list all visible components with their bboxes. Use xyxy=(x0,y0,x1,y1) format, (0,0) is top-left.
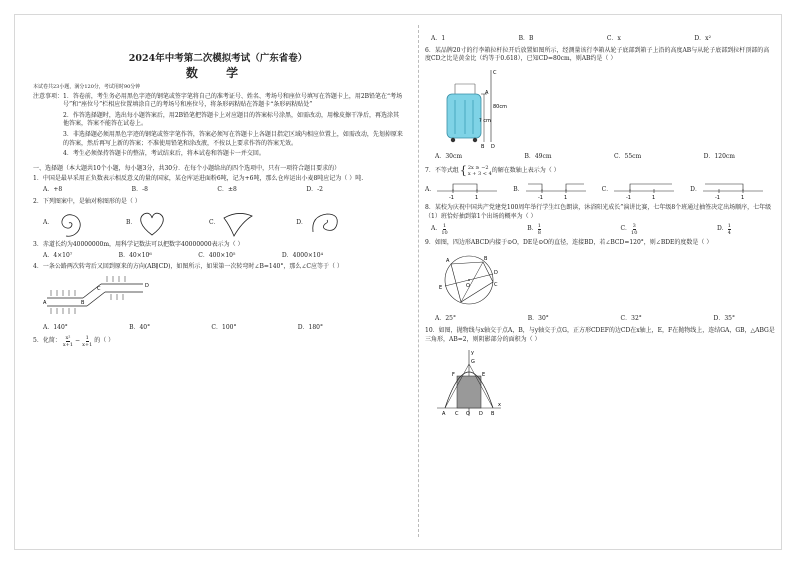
tick-label: -1 xyxy=(449,194,455,201)
option-b xyxy=(126,208,168,238)
option-label: D． xyxy=(690,185,701,193)
number-line-figure xyxy=(435,179,499,201)
option-d xyxy=(690,179,765,201)
fraction xyxy=(63,335,73,348)
notes-heading: 注意事项： xyxy=(33,92,64,100)
question-2-options xyxy=(43,208,343,238)
numerator: 1 xyxy=(85,335,89,342)
number-line-figure xyxy=(524,179,588,201)
point-label: D xyxy=(479,411,483,418)
option-c xyxy=(209,208,256,238)
point-label: C xyxy=(97,285,101,292)
axis-label: x xyxy=(498,402,501,409)
question-6: 6．某品牌20寸的行李箱拉杆拉开后放置如图所示，经测量该行李箱从轮子底部到箱子上沿的高度AB与从轮子底部到拉杆顶部的高度CD之比是黄金比（约等于0.618），已知CD=80cm，则AB约是（ ） xyxy=(425,46,770,63)
option-d xyxy=(296,208,343,238)
option-c: C．±8 xyxy=(217,185,237,193)
inscribed-quadrilateral-figure xyxy=(435,250,505,310)
option-a: A．25° xyxy=(435,315,456,323)
point-label: E xyxy=(439,284,443,291)
question-7-options xyxy=(425,179,765,201)
exam-meta: 本试卷共23小题，满分120分，考试用时90分钟 xyxy=(33,83,141,90)
denominator: x+1 xyxy=(82,342,93,349)
unknown-length-label: ? cm xyxy=(479,117,491,124)
option-c xyxy=(620,223,637,236)
option-a xyxy=(425,179,499,201)
point-label: D xyxy=(491,143,495,148)
option-b: B．49cm xyxy=(524,153,552,161)
option-a: A．140° xyxy=(43,323,68,331)
fraction xyxy=(82,335,92,348)
numerator: 1 xyxy=(537,223,541,230)
option-label: C． xyxy=(208,218,220,226)
option-d: D．x² xyxy=(694,35,711,42)
option-d xyxy=(717,223,731,236)
point-label: A xyxy=(442,411,446,418)
option-label: D． xyxy=(296,218,307,226)
point-label: B xyxy=(484,255,488,262)
note-item: 3．非选择题必须用黑色字迹的钢笔或签字笔作答，答案必须写在答题卡上各题目指定区域内相应位置上，如需改动，先划掉原来的答案，然后再写上新的答案；不准使用铅笔和涂改液，不按以上要求作答的答案无效。 xyxy=(63,130,403,147)
point-label: B xyxy=(81,299,85,306)
inequality-line: x + 3 < 4 xyxy=(467,170,492,177)
point-label: O xyxy=(466,411,470,418)
point-label: D xyxy=(494,269,498,276)
column-divider xyxy=(418,25,419,537)
question-5 xyxy=(33,335,403,348)
option-a: A．4×10⁷ xyxy=(43,251,73,259)
operator: − xyxy=(75,337,81,345)
option-b xyxy=(513,179,587,201)
option-d: D．4000×10⁴ xyxy=(281,251,323,259)
option-a: A．1 xyxy=(431,35,446,42)
question-3-options xyxy=(43,252,323,261)
point-label: A xyxy=(485,89,489,96)
note-item: 2．作答选择题时，选出每小题答案后，用2B铅笔把答题卡上对应题目的答案标号涂黑，如需改动，用橡皮擦干净后，再选涂其他答案，答案不能答在试卷上。 xyxy=(63,111,400,128)
question-4: 4．一条公路两次转弯后又回到原来的方向(AB∥CD)，如图所示，如果第一次转弯时∠B=140°，那么∠C应等于（ ） xyxy=(33,263,343,271)
spiral-shape-figure xyxy=(53,208,85,238)
point-label: A xyxy=(43,299,47,306)
question-9: 9．如图，四边形ABCD内接于⊙O，DE是⊙O的直径，连接BD，若∠BCD=120°，则∠BDE的度数是（ ） xyxy=(425,239,713,247)
denominator: 10 xyxy=(441,230,448,237)
option-b: B．40×10⁶ xyxy=(118,251,152,259)
option-label: A． xyxy=(425,185,436,193)
denominator: 4 xyxy=(727,230,731,237)
option-b: B．30° xyxy=(527,315,549,323)
notes-list xyxy=(63,93,403,161)
point-label: D xyxy=(145,282,149,289)
tick-label: -1 xyxy=(537,194,543,201)
point-label: G xyxy=(471,359,475,366)
comma-shape-figure xyxy=(307,208,343,238)
option-label: A． xyxy=(431,225,442,233)
tick-label: 1 xyxy=(475,194,479,201)
tick-label: 1 xyxy=(740,194,745,201)
question-4-options xyxy=(43,324,323,333)
denominator: 10 xyxy=(631,230,638,237)
denominator: 8 xyxy=(537,230,541,237)
left-column xyxy=(33,33,403,348)
option-label: B． xyxy=(527,225,538,233)
numerator: 3 xyxy=(632,223,636,230)
option-d: D．120cm xyxy=(703,153,735,161)
question-1-options xyxy=(43,186,323,195)
fraction xyxy=(538,223,541,236)
suitcase-figure xyxy=(441,66,531,148)
option-a: A．30cm xyxy=(435,153,463,161)
option-d: D．35° xyxy=(713,315,735,323)
numerator: 1 xyxy=(727,223,731,230)
option-c: C．55cm xyxy=(613,153,642,161)
numerator: 1 xyxy=(442,223,447,230)
question-8-options xyxy=(431,223,731,236)
option-b xyxy=(527,223,541,236)
option-c: C．x xyxy=(606,35,621,42)
tick-label: 1 xyxy=(563,194,567,201)
section-heading: 一、选择题（本大题共10个小题，每小题3分，共30分．在每个小题给出的四个选项中，只有一项符合题目要求的） xyxy=(33,164,341,172)
note-item: 1．答卷前，考生务必用黑色字迹的钢笔或签字笔将自己的准考证号、姓名、考场号和座位号填写在答题卡上，用2B铅笔在“考场号”和“座位号”栏相应位置填涂自己的考场号和座位号，将条形码粘贴在答题卡“条形码粘贴处” xyxy=(63,92,403,109)
notes-block xyxy=(33,93,403,161)
question-9-options xyxy=(435,315,735,324)
question-5-options xyxy=(431,35,711,44)
point-label: C xyxy=(494,281,498,288)
question-text: 5．化简： xyxy=(33,337,61,345)
road-turn-figure xyxy=(43,274,153,318)
question-7 xyxy=(425,165,775,177)
tick-label: 1 xyxy=(652,194,656,201)
inequality-line: 2x ≥ −2 xyxy=(467,164,489,171)
note-item: 4．考生必须保持答题卡的整洁，考试结束后，将本试卷和答题卡一并交回。 xyxy=(63,150,265,158)
option-a: A．+8 xyxy=(43,185,63,193)
option-label: D． xyxy=(716,225,728,233)
option-a xyxy=(43,208,85,238)
brace-icon: { xyxy=(459,163,467,177)
question-1: 1．中国是最早采用正负数表示相反意义的量的国家，某仓库运进面粉6吨，记为+6吨，那么仓库运出小麦8吨应记为（ ）吨. xyxy=(33,175,364,183)
parabola-figure xyxy=(435,346,505,418)
option-d: D．180° xyxy=(297,323,323,331)
point-label: C xyxy=(493,69,497,76)
option-label: C． xyxy=(620,225,632,233)
length-label: 80cm xyxy=(493,103,507,110)
document-page xyxy=(14,14,782,550)
fan-shape-figure xyxy=(220,208,256,238)
question-text: 7．不等式组 xyxy=(425,166,459,174)
point-label: E xyxy=(482,372,486,379)
option-c: C．32° xyxy=(620,315,642,323)
right-column xyxy=(425,33,775,422)
option-a xyxy=(431,223,448,236)
exam-title: 2024年中考第二次模拟考试（广东省卷） xyxy=(128,53,308,64)
tick-label: -1 xyxy=(626,194,632,201)
number-line-figure xyxy=(612,179,676,201)
option-c xyxy=(602,179,677,201)
option-label: A． xyxy=(43,218,54,226)
number-line-figure xyxy=(701,179,765,201)
fraction xyxy=(728,223,731,236)
point-label: B xyxy=(491,411,495,418)
option-d: D．-2 xyxy=(306,185,323,193)
denominator: x+1 xyxy=(62,342,74,349)
question-8: 8．某校为庆祝中国共产党建党100周年举行学生红色朗读，沐浴阳光成长”演讲比赛，七年级8个班通过抽签决定出场顺序，七年级（1）班恰好抽到第1个出场的概率为（ ） xyxy=(425,203,772,220)
subject-title: 数 学 xyxy=(185,66,251,80)
axis-label: y xyxy=(471,350,474,357)
option-b: B．40° xyxy=(129,323,151,331)
fraction xyxy=(631,223,637,236)
question-tail: 的（ ） xyxy=(94,337,115,345)
numerator: x² xyxy=(65,335,71,342)
option-b: B．-8 xyxy=(131,185,148,193)
option-label: B． xyxy=(125,218,137,226)
option-label: C． xyxy=(601,185,613,193)
question-10: 10．如图，抛物线与x轴交于点A，B，与y轴交于点G，正方形CDEF的边CD在x轴上，E，F在抛物线上，连结GA，GB，△ABG是三角形，AB=2，则阴影部分的面积为（ ） xyxy=(425,326,775,343)
option-b: B．B xyxy=(518,35,534,42)
question-6-options xyxy=(435,153,735,162)
option-c: C．400×10⁵ xyxy=(198,251,236,259)
point-label: A xyxy=(446,257,450,264)
point-label: C xyxy=(455,411,459,418)
inequality-system xyxy=(468,165,492,177)
tick-label: -1 xyxy=(714,194,720,201)
fraction xyxy=(441,223,447,236)
option-c: C．100° xyxy=(211,323,237,331)
option-label: B． xyxy=(513,185,524,193)
question-2: 2．下列图案中，是轴对称图形的是（ ） xyxy=(33,197,141,205)
question-3: 3．赤道长约为40000000m，用科学记数法可以把数字40000000表示为（ ） xyxy=(33,241,244,249)
point-label: B xyxy=(481,143,485,148)
point-label: F xyxy=(452,372,455,379)
question-tail: 的解在数轴上表示为（ ） xyxy=(491,166,560,174)
point-label: O xyxy=(466,282,470,289)
heart-shape-figure xyxy=(136,208,168,238)
